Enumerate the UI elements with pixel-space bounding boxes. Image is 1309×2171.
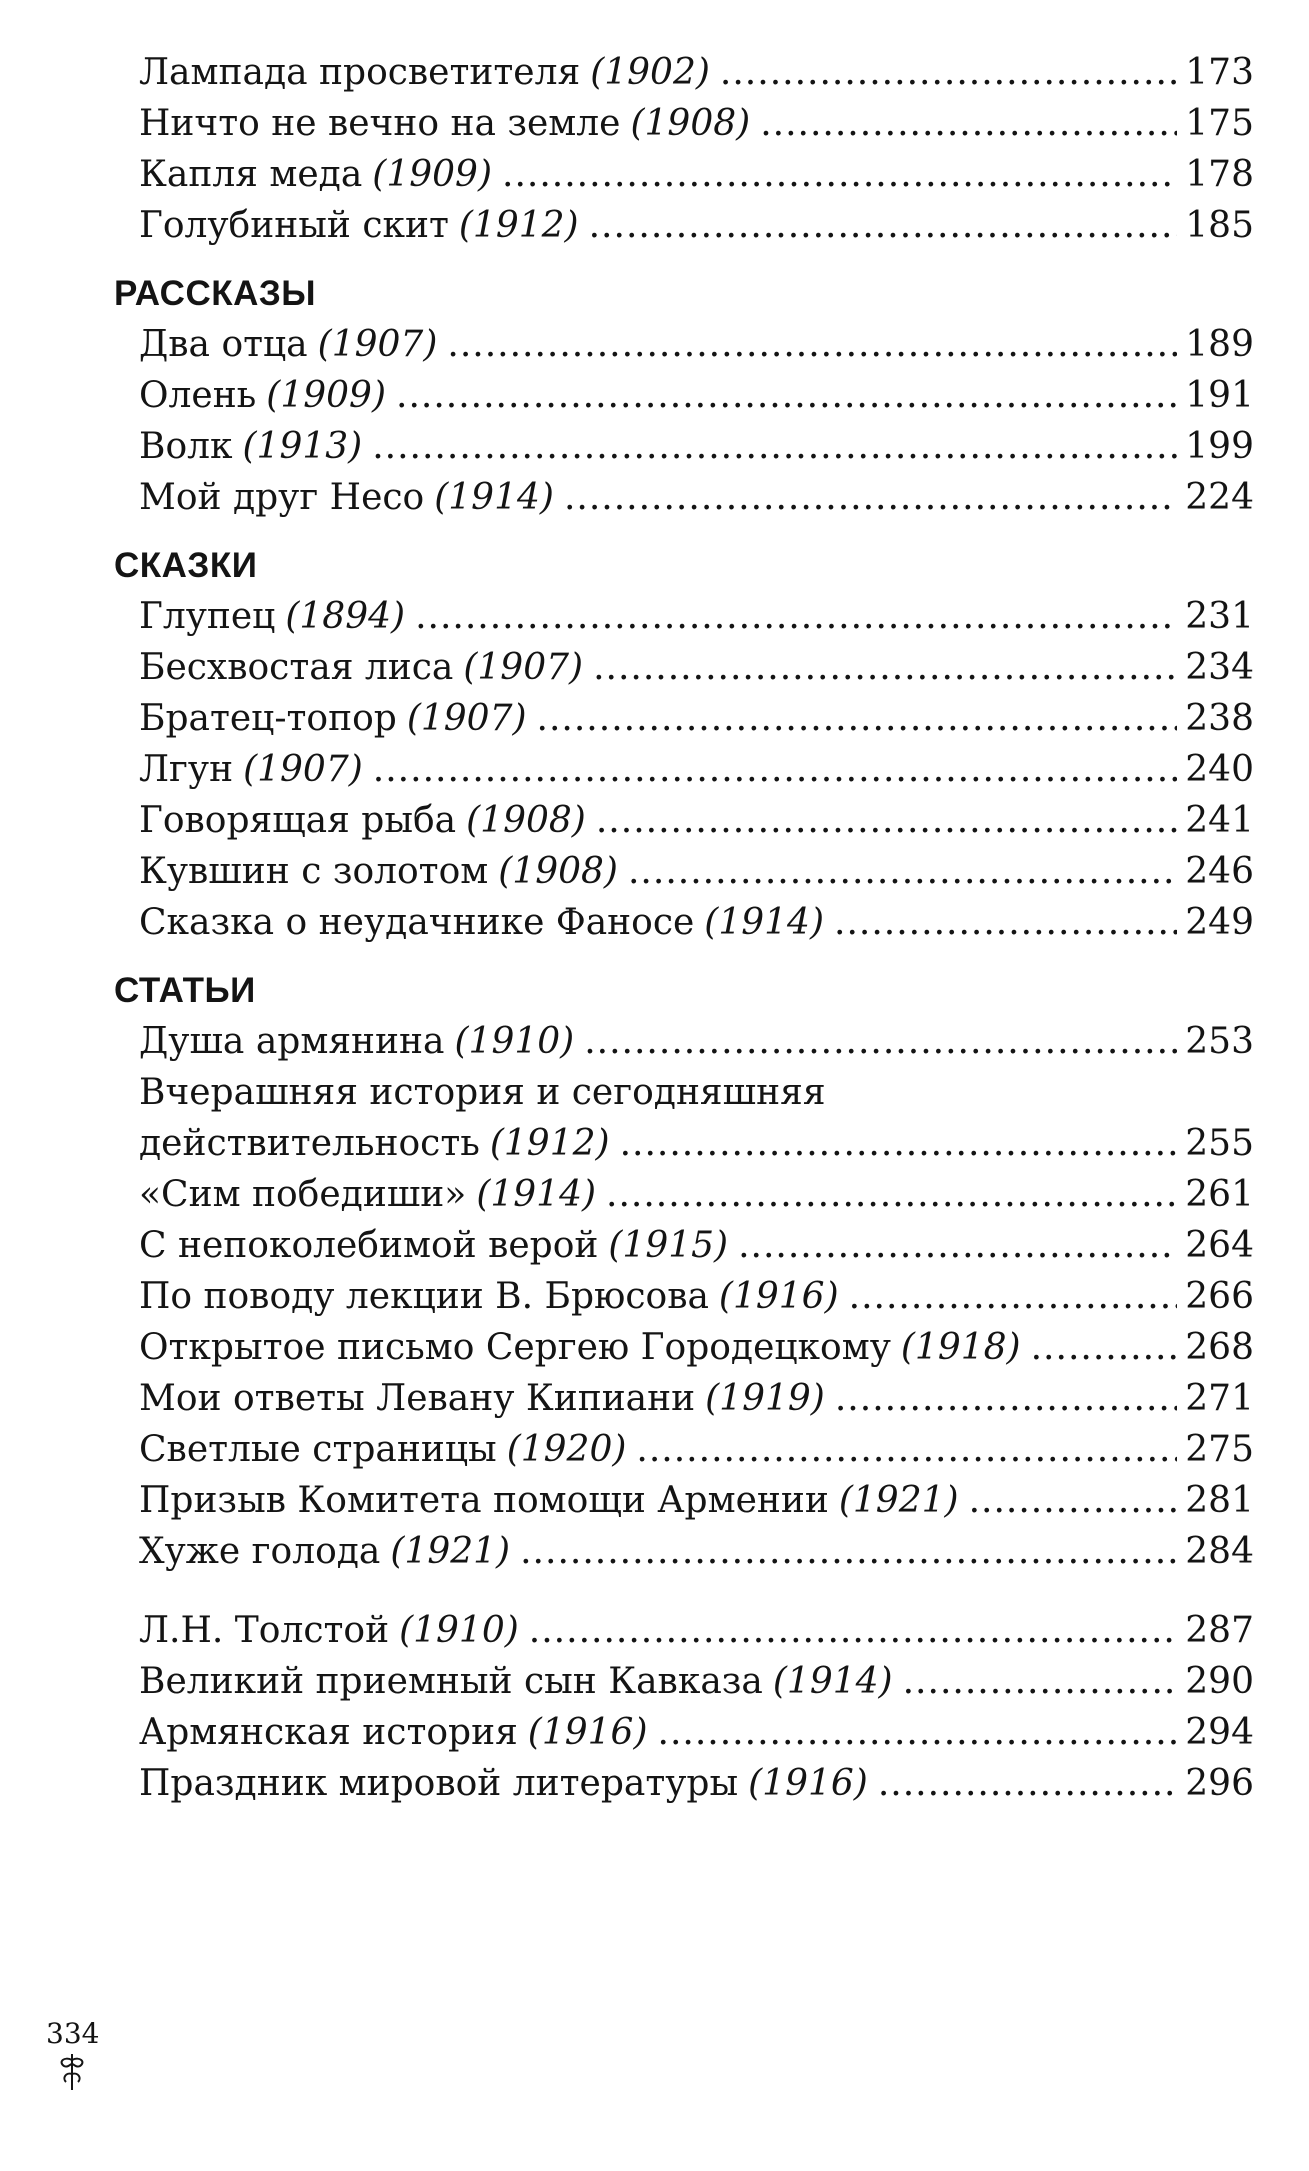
leader-dots	[596, 795, 1177, 846]
toc-entry	[114, 795, 1254, 846]
entry-title: Капля меда	[139, 154, 363, 195]
entry-page: 290	[1185, 1661, 1254, 1702]
entry-year: (1920)	[506, 1429, 627, 1470]
entry-year: (1913)	[242, 426, 363, 467]
leader-dots	[849, 1271, 1178, 1322]
entry-page: 284	[1185, 1531, 1254, 1572]
leader-dots	[564, 472, 1177, 523]
entry-title: «Сим победиши»	[139, 1174, 467, 1215]
entry-title: Открытое письмо Сергею Городецкому	[139, 1327, 891, 1368]
entry-title: Армянская история	[139, 1712, 518, 1753]
leader-dots	[903, 1656, 1178, 1707]
spacer	[114, 1577, 1254, 1605]
leader-dots	[606, 1169, 1177, 1220]
entry-title: Лампада просветителя	[139, 52, 581, 93]
entry-page: 185	[1185, 205, 1254, 246]
entry-title: Волк	[139, 426, 233, 467]
leader-dots	[658, 1707, 1178, 1758]
toc-entry	[114, 897, 1254, 948]
entry-page: 178	[1185, 154, 1254, 195]
entry-page: 246	[1185, 851, 1254, 892]
toc-entry	[114, 200, 1254, 251]
entry-year: (1908)	[630, 103, 751, 144]
toc-entry	[114, 1373, 1254, 1424]
toc-entry	[114, 744, 1254, 795]
leader-dots	[738, 1220, 1177, 1271]
entry-year: (1914)	[704, 902, 825, 943]
toc-entry	[114, 591, 1254, 642]
leader-dots	[372, 421, 1177, 472]
leader-dots	[834, 897, 1177, 948]
entry-page: 253	[1185, 1021, 1254, 1062]
toc-entry	[114, 846, 1254, 897]
entry-title: Говорящая рыба	[139, 800, 457, 841]
entry-page: 189	[1185, 324, 1254, 365]
entry-page: 255	[1185, 1123, 1254, 1164]
toc-entry	[114, 1605, 1254, 1656]
toc-entry	[114, 1118, 1254, 1169]
entry-year: (1916)	[527, 1712, 648, 1753]
entry-title: Сказка о неудачнике Фаносе	[139, 902, 695, 943]
entry-title: Призыв Комитета помощи Армении	[139, 1480, 829, 1521]
toc-entry	[114, 319, 1254, 370]
entry-title: Два отца	[139, 324, 308, 365]
toc-entry	[114, 421, 1254, 472]
entry-title: Мой друг Несо	[139, 477, 425, 518]
toc-entry	[114, 98, 1254, 149]
leader-dots	[520, 1526, 1177, 1577]
entry-year: (1921)	[390, 1531, 511, 1572]
toc-entry	[114, 1169, 1254, 1220]
entry-page: 294	[1185, 1712, 1254, 1753]
entry-year: (1914)	[772, 1661, 893, 1702]
toc-entry	[114, 1424, 1254, 1475]
entry-year: (1909)	[266, 375, 386, 416]
section-heading-stories: РАССКАЗЫ	[114, 274, 317, 313]
entry-year: (1915)	[608, 1225, 729, 1266]
entry-page: 231	[1185, 596, 1254, 637]
leader-dots	[878, 1758, 1177, 1809]
entry-title: Кувшин с золотом	[139, 851, 489, 892]
entry-page: 261	[1185, 1174, 1254, 1215]
leader-dots	[835, 1373, 1177, 1424]
toc-entry	[114, 370, 1254, 421]
entry-page: 234	[1185, 647, 1254, 688]
entry-title: Праздник мировой литературы	[139, 1763, 739, 1804]
entry-year: (1910)	[454, 1021, 575, 1062]
toc-entry	[114, 1656, 1254, 1707]
section-heading-tales: СКАЗКИ	[114, 546, 258, 585]
section-heading-articles: СТАТЬИ	[114, 971, 256, 1010]
leader-dots	[760, 98, 1177, 149]
entry-page: 249	[1185, 902, 1254, 943]
entry-year: (1907)	[317, 324, 438, 365]
entry-title: действительность	[139, 1123, 480, 1164]
entry-year: (1921)	[838, 1480, 959, 1521]
entry-title: Великий приемный сын Кавказа	[139, 1661, 763, 1702]
entry-page: 271	[1185, 1378, 1254, 1419]
table-of-contents	[114, 47, 1254, 1809]
entry-page: 224	[1185, 477, 1254, 518]
entry-year: (1907)	[406, 698, 527, 739]
entry-page: 266	[1185, 1276, 1254, 1317]
toc-entry	[114, 472, 1254, 523]
entry-page: 199	[1185, 426, 1254, 467]
page-number: 334	[46, 2017, 100, 2050]
entry-year: (1908)	[466, 800, 586, 841]
entry-page: 240	[1185, 749, 1254, 790]
entry-page: 296	[1185, 1763, 1254, 1804]
entry-title: Олень	[139, 375, 257, 416]
leader-dots	[529, 1605, 1177, 1656]
entry-title: Братец-топор	[139, 698, 397, 739]
toc-entry	[114, 47, 1254, 98]
leader-dots	[628, 846, 1177, 897]
leader-dots	[593, 642, 1177, 693]
fleuron-icon	[54, 2052, 90, 2096]
leader-dots	[502, 149, 1177, 200]
entry-page: 275	[1185, 1429, 1254, 1470]
leader-dots	[447, 319, 1177, 370]
entry-year: (1912)	[458, 205, 579, 246]
leader-dots	[537, 693, 1178, 744]
entry-title: Мои ответы Левану Кипиани	[139, 1378, 696, 1419]
entry-title: Л.Н. Толстой	[139, 1610, 390, 1651]
entry-year: (1910)	[399, 1610, 519, 1651]
toc-entry	[114, 1526, 1254, 1577]
entry-year: (1914)	[476, 1174, 597, 1215]
entry-year: (1919)	[705, 1378, 825, 1419]
entry-year: (1902)	[590, 52, 710, 93]
entry-title: Ничто не вечно на земле	[139, 103, 621, 144]
leader-dots	[415, 591, 1177, 642]
entry-title: Бесхвостая лиса	[139, 647, 454, 688]
entry-title: Лгун	[139, 749, 234, 790]
leader-dots	[584, 1016, 1177, 1067]
entry-year: (1907)	[463, 647, 584, 688]
entry-year: (1907)	[243, 749, 363, 790]
entry-year: (1909)	[372, 154, 492, 195]
toc-entry	[114, 1758, 1254, 1809]
entry-title: Хуже голода	[139, 1531, 381, 1572]
entry-title: Душа армянина	[139, 1021, 445, 1062]
entry-year: (1916)	[748, 1763, 868, 1804]
toc-entry	[114, 1707, 1254, 1758]
leader-dots	[589, 200, 1178, 251]
leader-dots	[720, 47, 1177, 98]
toc-entry	[114, 1271, 1254, 1322]
entry-page: 238	[1185, 698, 1254, 739]
entry-page: 264	[1185, 1225, 1254, 1266]
entry-title-line: Вчерашняя история и сегодняшняя	[139, 1072, 826, 1113]
entry-title: По поводу лекции В. Брюсова	[139, 1276, 709, 1317]
leader-dots	[373, 744, 1177, 795]
entry-title: Голубиный скит	[139, 205, 449, 246]
entry-year: (1908)	[498, 851, 618, 892]
toc-entry	[114, 149, 1254, 200]
toc-entry	[114, 693, 1254, 744]
entry-year: (1912)	[489, 1123, 610, 1164]
entry-page: 287	[1185, 1610, 1254, 1651]
toc-entry	[114, 1475, 1254, 1526]
toc-entry	[114, 1016, 1254, 1067]
toc-entry	[114, 1220, 1254, 1271]
entry-page: 175	[1185, 103, 1254, 144]
entry-year: (1918)	[900, 1327, 1021, 1368]
entry-title: С непоколебимой верой	[139, 1225, 599, 1266]
entry-year: (1914)	[434, 477, 554, 518]
toc-entry	[114, 642, 1254, 693]
entry-page: 281	[1185, 1480, 1254, 1521]
entry-page: 191	[1185, 375, 1254, 416]
toc-entry	[114, 1322, 1254, 1373]
leader-dots	[969, 1475, 1178, 1526]
entry-page: 173	[1185, 52, 1254, 93]
entry-title: Глупец	[139, 596, 276, 637]
entry-title: Светлые страницы	[139, 1429, 497, 1470]
leader-dots	[1031, 1322, 1178, 1373]
entry-year: (1916)	[718, 1276, 839, 1317]
leader-dots	[620, 1118, 1178, 1169]
entry-page: 241	[1185, 800, 1254, 841]
leader-dots	[636, 1424, 1177, 1475]
entry-page: 268	[1185, 1327, 1254, 1368]
leader-dots	[396, 370, 1177, 421]
entry-year: (1894)	[285, 596, 406, 637]
